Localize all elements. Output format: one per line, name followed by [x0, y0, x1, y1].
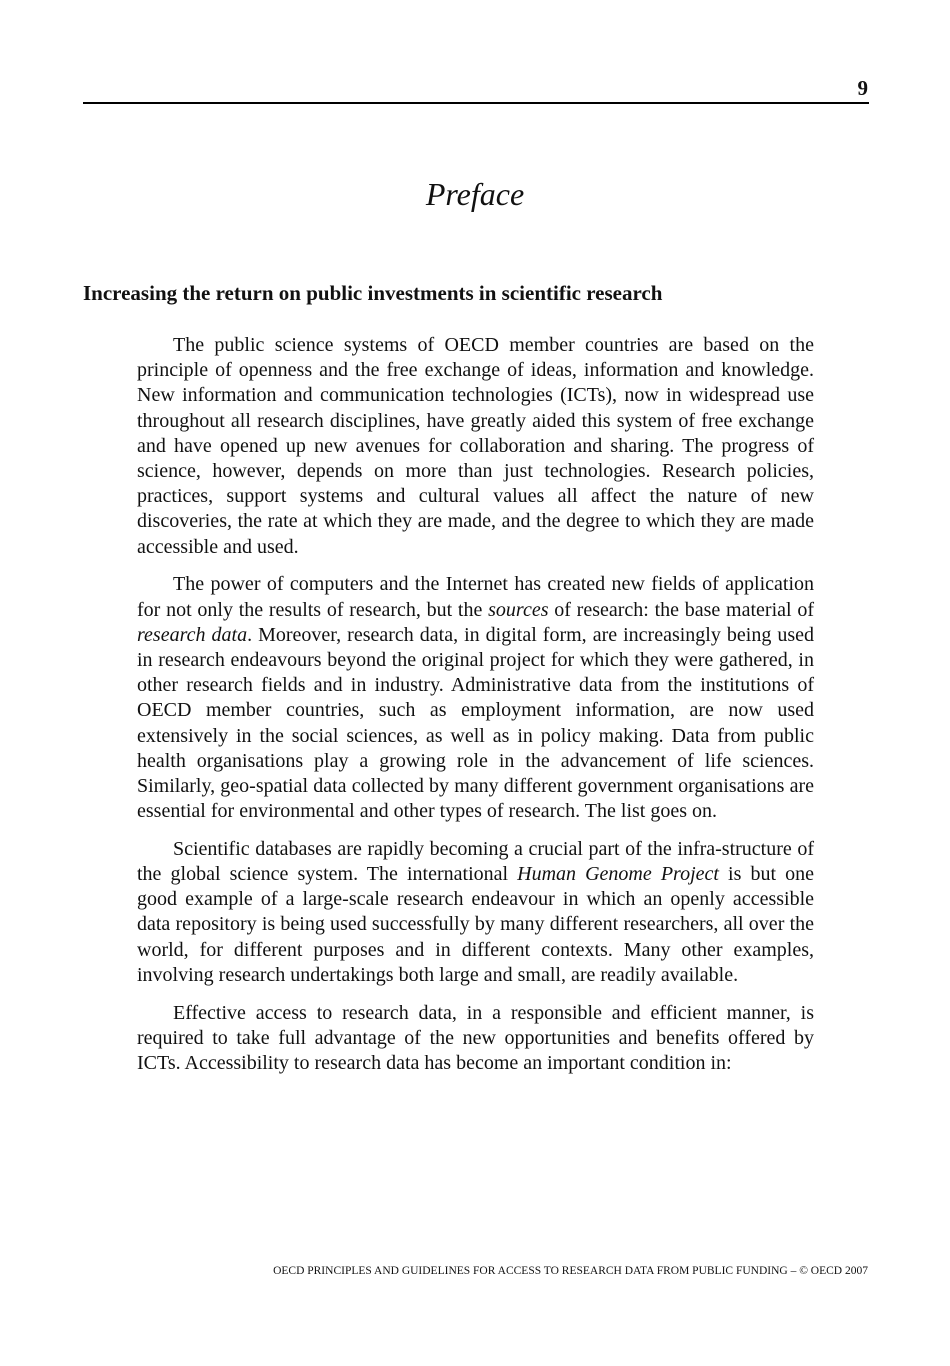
emphasis-text: sources: [488, 598, 549, 621]
paragraph-text: The power of computers and the Internet has created new fields of application for not only the results of research, but the: [137, 573, 814, 621]
header-rule: [83, 102, 869, 104]
paragraph-text: is but one good example of a large-scale research endeavour in which an openly accessible data repository is being used successfully by many different researchers, all over the world, for different purposes and in different contexts. Many other examples, involving research undertakings both large and small, are readily available.: [137, 863, 814, 986]
page-footer: OECD PRINCIPLES AND GUIDELINES FOR ACCESS TO RESEARCH DATA FROM PUBLIC FUNDING – © OECD 2007: [273, 1265, 868, 1277]
paragraph-text: Scientific databases are rapidly becoming a crucial part of the infra-structure of the global science system. The international: [137, 837, 814, 886]
emphasis-text: Human Genome Project: [517, 863, 719, 886]
section-heading: Increasing the return on public investments in scientific research: [83, 281, 663, 305]
chapter-title: Preface: [425, 176, 525, 212]
body-text: [137, 333, 814, 1089]
page-number: 9: [857, 76, 868, 100]
paragraph: [137, 837, 814, 988]
paragraph-text: of research: the base material of: [548, 598, 814, 621]
paragraph: Effective access to research data, in a responsible and efficient manner, is required to take full advantage of the new opportunities and benefits offered by ICTs. Accessibility to research data has become an important condition in:: [137, 1001, 814, 1074]
paragraph: [137, 572, 814, 824]
paragraph: The public science systems of OECD member countries are based on the principle of openness and the free exchange of ideas, information and knowledge. New information and communication technologies (ICTs), now in widespread use throughout all research disciplines, have greatly aided this system of free exchange and have opened up new avenues for collaboration and sharing. The progress of science, however, depends on more than just technologies. Research policies, practices, support systems and cultural values all affect the nature of new discoveries, the rate at which they are made, and the degree to which they are made accessible and used.: [137, 334, 814, 558]
emphasis-text: research data: [137, 623, 248, 646]
paragraph-text: . Moreover, research data, in digital form, are increasingly being used in research endeavours beyond the original project for which they were gathered, in other research fields and in industry. Administrative data from the institutions of OECD member countries, such as employment information, are now used extensively in the social sciences, as well as in policy making. Data from public health organisations play a growing role in the advancement of life sciences. Similarly, geo-spatial data collected by many different government organisations are essential for environmental and other types of research. The list goes on.: [137, 623, 814, 823]
